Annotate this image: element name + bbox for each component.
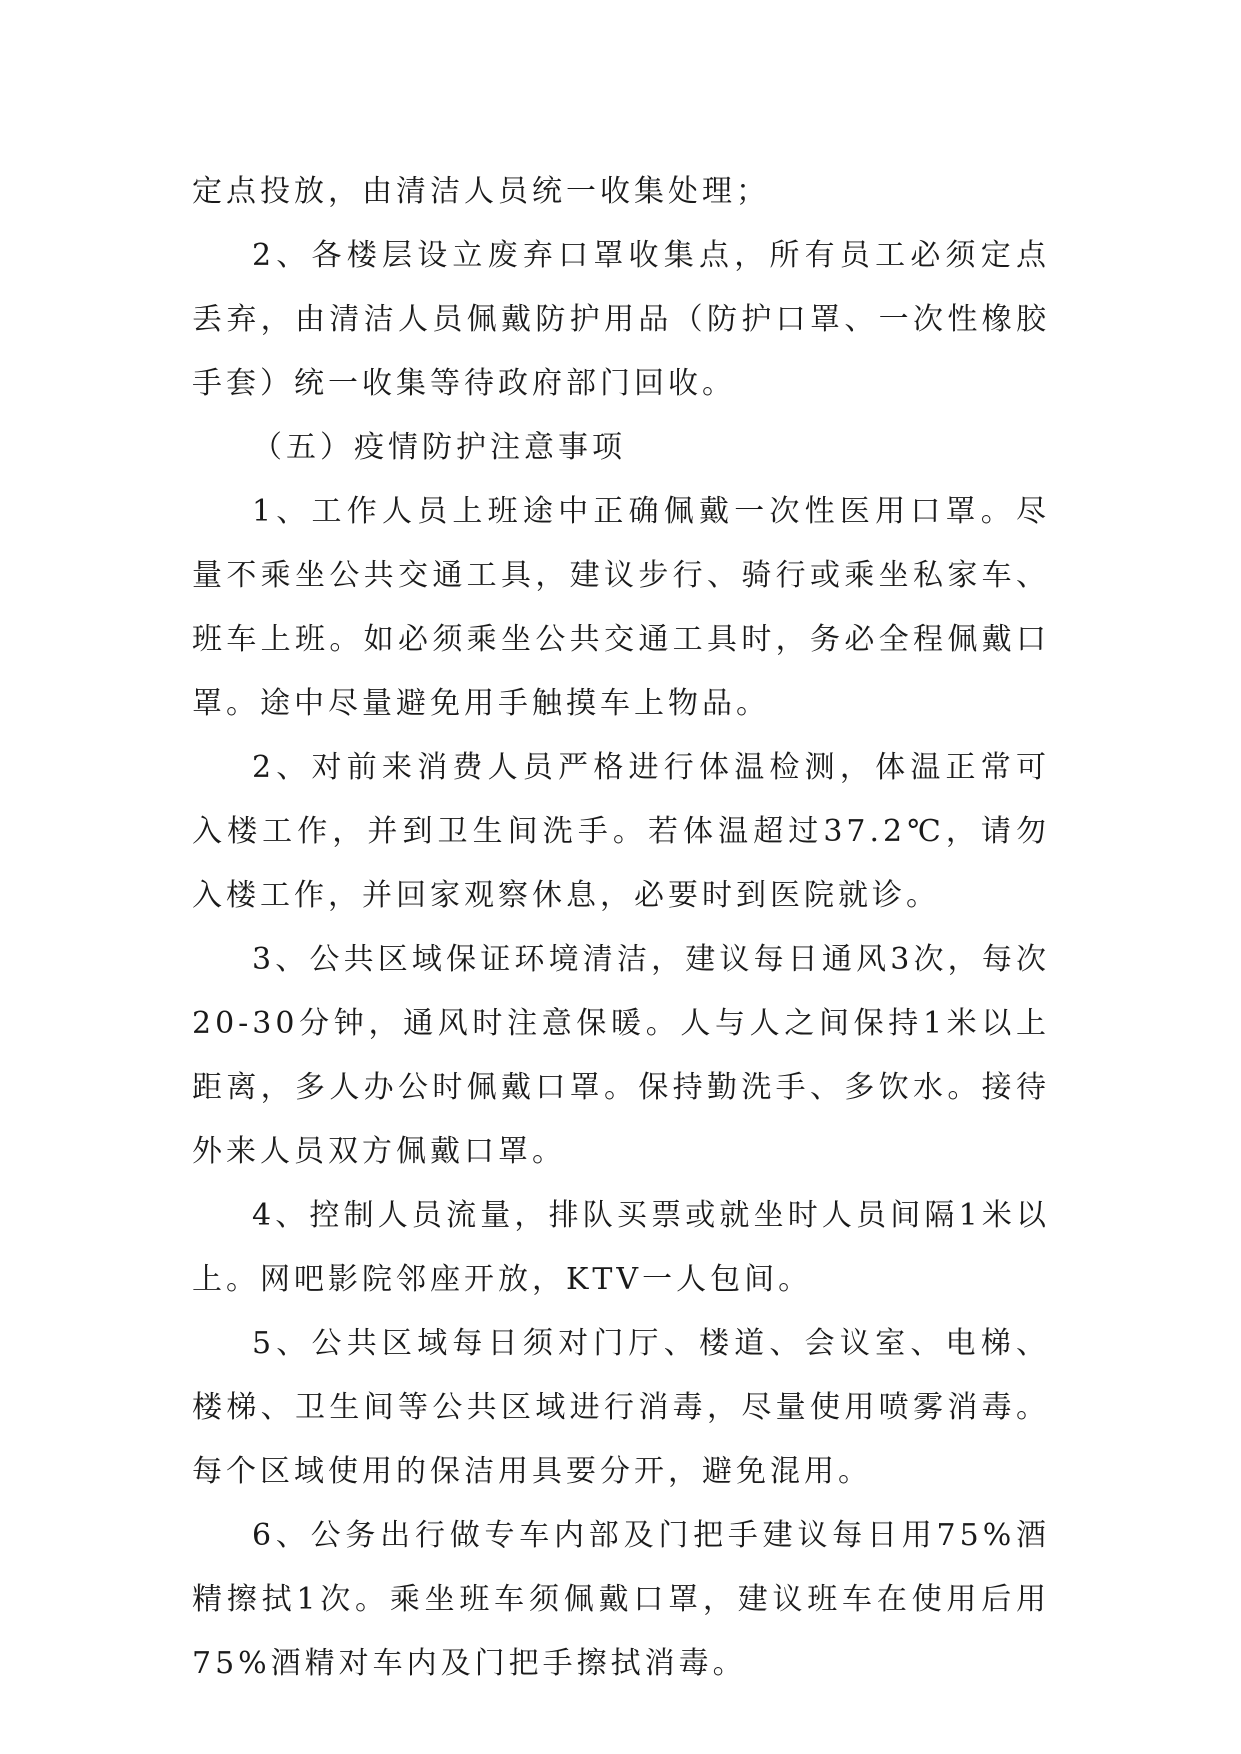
paragraph-item-5: 5、公共区域每日须对门厅、楼道、会议室、电梯、楼梯、卫生间等公共区域进行消毒，尽量使用喷雾消毒。每个区域使用的保洁用具要分开，避免混用。 [192, 1326, 1050, 1489]
document-body [192, 160, 1050, 1696]
paragraph-mask-collection: 2、各楼层设立废弃口罩收集点，所有员工必须定点丢弃，由清洁人员佩戴防护用品（防护口罩、一次性橡胶手套）统一收集等待政府部门回收。 [192, 238, 1050, 401]
paragraph-item-3: 3、公共区域保证环境清洁，建议每日通风3次，每次20-30分钟，通风时注意保暖。人与人之间保持1米以上距离，多人办公时佩戴口罩。保持勤洗手、多饮水。接待外来人员双方佩戴口罩。 [192, 942, 1050, 1169]
paragraph-item-6: 6、公务出行做专车内部及门把手建议每日用75%酒精擦拭1次。乘坐班车须佩戴口罩，建议班车在使用后用75%酒精对车内及门把手擦拭消毒。 [192, 1518, 1050, 1681]
paragraph-item-2: 2、对前来消费人员严格进行体温检测，体温正常可入楼工作，并到卫生间洗手。若体温超过37.2℃，请勿入楼工作，并回家观察休息，必要时到医院就诊。 [192, 750, 1050, 913]
section-heading-epidemic-precautions: （五）疫情防护注意事项 [252, 430, 626, 465]
paragraph-continuation: 定点投放，由清洁人员统一收集处理； [192, 174, 770, 209]
paragraph-item-4: 4、控制人员流量，排队买票或就坐时人员间隔1米以上。网吧影院邻座开放，KTV一人包间。 [192, 1198, 1050, 1297]
paragraph-item-1: 1、工作人员上班途中正确佩戴一次性医用口罩。尽量不乘坐公共交通工具，建议步行、骑行或乘坐私家车、班车上班。如必须乘坐公共交通工具时，务必全程佩戴口罩。途中尽量避免用手触摸车上物品。 [192, 494, 1050, 721]
